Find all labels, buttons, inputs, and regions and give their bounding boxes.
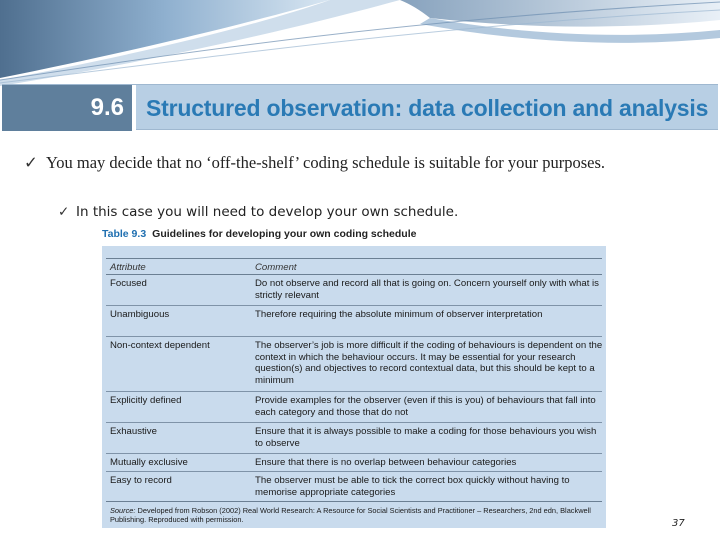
row-attribute: Mutually exclusive bbox=[110, 457, 188, 468]
source-text: Developed from Robson (2002) Real World Research: A Resource for Social Scientists and Practitioner – Researchers, 2nd edn, Blackwell Publishing. Reproduced with permission. bbox=[110, 506, 591, 525]
sub-bullet bbox=[58, 202, 658, 222]
table-row bbox=[106, 455, 602, 472]
table-body bbox=[102, 246, 606, 528]
table-row bbox=[106, 307, 602, 337]
slide-title: Structured observation: data collection and analysis bbox=[146, 95, 709, 121]
row-comment: Do not observe and record all that is going on. Concern yourself only with what is strictly relevant bbox=[255, 278, 599, 301]
source-label: Source: bbox=[110, 506, 136, 515]
main-bullet-text: You may decide that no ‘off-the-shelf’ coding schedule is suitable for your purposes. bbox=[46, 153, 606, 172]
row-attribute: Focused bbox=[110, 278, 147, 289]
row-attribute: Non-context dependent bbox=[110, 340, 210, 351]
title-band bbox=[2, 84, 718, 130]
table-top-rule bbox=[106, 258, 602, 259]
row-comment: Therefore requiring the absolute minimum of observer interpretation bbox=[255, 309, 543, 320]
row-attribute: Explicitly defined bbox=[110, 395, 182, 406]
main-bullet bbox=[26, 150, 692, 175]
header-wave-decoration bbox=[0, 0, 720, 86]
row-attribute: Unambiguous bbox=[110, 309, 170, 320]
page-number: 37 bbox=[672, 518, 685, 529]
coding-schedule-table bbox=[100, 226, 608, 528]
table-source-note bbox=[110, 506, 600, 525]
header-comment: Comment bbox=[255, 262, 297, 273]
row-attribute: Easy to record bbox=[110, 475, 172, 486]
sub-bullet-text: In this case you will need to develop your own schedule. bbox=[76, 204, 459, 220]
section-number: 9.6 bbox=[2, 85, 132, 131]
table-row bbox=[106, 473, 602, 502]
header-attribute: Attribute bbox=[110, 262, 146, 273]
row-comment: Ensure that there is no overlap between behaviour categories bbox=[255, 457, 517, 468]
table-header-row bbox=[106, 260, 602, 275]
row-comment: The observer’s job is more difficult if the coding of behaviours is dependent on the context in which the behaviour occurs. It may be essential for your research question(s) and objectives to record contextual data, but this should be kept to a minimum bbox=[255, 340, 603, 387]
check-mark-icon: ✓ bbox=[58, 204, 70, 220]
table-number: Table 9.3 bbox=[102, 228, 147, 240]
row-attribute: Exhaustive bbox=[110, 426, 157, 437]
table-row bbox=[106, 338, 602, 392]
table-caption bbox=[102, 228, 416, 240]
row-comment: Ensure that it is always possible to make a coding for those behaviours you wish to observe bbox=[255, 426, 597, 449]
title-separator bbox=[132, 85, 136, 131]
table-row bbox=[106, 424, 602, 454]
row-comment: The observer must be able to tick the correct box quickly without having to memorise appropriate categories bbox=[255, 475, 570, 498]
table-row bbox=[106, 393, 602, 423]
row-comment: Provide examples for the observer (even if this is you) of behaviours that fall into each category and those that do not bbox=[255, 395, 596, 418]
check-mark-icon: ✓ bbox=[24, 153, 38, 172]
table-title: Guidelines for developing your own coding schedule bbox=[152, 228, 417, 240]
table-row bbox=[106, 276, 602, 306]
